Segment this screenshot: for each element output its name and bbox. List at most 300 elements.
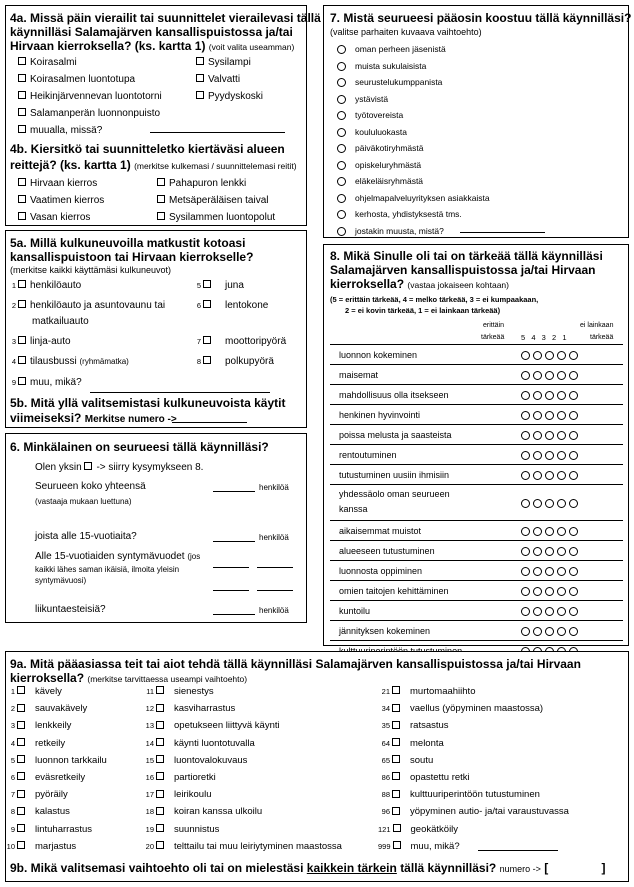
q8-radio-group[interactable] [521,526,581,536]
q6-disabled-line[interactable] [213,614,255,615]
q4b1-option-label: Hirvaan kierros [30,178,98,189]
q8-row-label: mahdollisuus olla itsekseen [339,389,449,400]
q9a-option-label: kalastus [35,806,70,818]
q9a-checkbox[interactable] [156,738,164,746]
q9a-option-label: suunnistus [174,823,220,835]
q4a1-option[interactable] [18,74,135,86]
q4b1-option[interactable] [18,212,90,224]
q4b2-option-label: Pahapuron lenkki [169,178,247,189]
q7-option[interactable] [337,176,423,186]
q4b-title-2: reittejä? (ks. kartta 1) (merkitse kulkemasi / suunnittelemasi reitit) [10,158,297,172]
q5a-other-line[interactable] [90,392,270,393]
q8-radio-group[interactable] [521,606,581,616]
q4a1-option[interactable] [18,57,77,69]
q7-option[interactable] [337,143,424,153]
q6-alone[interactable]: Olen yksin -> siirry kysymykseen 8. [35,462,204,473]
q8-row[interactable] [330,425,623,445]
q4a1-checkbox[interactable] [18,108,26,116]
q5a-checkbox[interactable] [18,356,26,364]
q8-radio[interactable] [533,351,542,360]
q9a-option[interactable] [378,721,449,731]
q7-radio[interactable] [337,177,346,186]
q8-hdr-left-top: erittäin [483,322,505,329]
q4b1-checkbox[interactable] [18,178,26,186]
q9b-answer-bracket[interactable]: [ ] [544,861,606,875]
q9a-option[interactable] [378,739,444,749]
q9a-option[interactable] [378,773,470,783]
q9a-option[interactable] [142,825,219,835]
q8-radio[interactable] [557,451,566,460]
q8-radio[interactable] [569,499,578,508]
q7-option[interactable] [337,209,462,219]
q8-row[interactable] [330,521,623,541]
q9a-checkbox[interactable] [156,790,164,798]
q9a-checkbox[interactable] [156,704,164,712]
q8-radio[interactable] [533,371,542,380]
q9a-checkbox[interactable] [392,807,400,815]
q6-year-line-1[interactable] [213,567,249,568]
q9a-checkbox[interactable] [393,841,401,849]
q5a-note: (merkitse kaikki käyttämäsi kulkuneuvot) [10,265,172,275]
q8-row-label: jännityksen kokeminen [339,625,431,636]
q5a-option-label: muu, mikä? [30,377,82,388]
q4a1-option[interactable] [18,91,162,103]
q8-radio[interactable] [533,471,542,480]
q8-radio[interactable] [557,391,566,400]
q8-radio[interactable] [533,547,542,556]
q5a-option-label: juna [225,280,244,291]
q5a-checkbox[interactable] [203,336,211,344]
q8-radio[interactable] [533,567,542,576]
q6-title: 6. Minkälainen on seurueesi tällä käynnilläsi? [10,440,269,454]
q8-radio[interactable] [545,587,554,596]
q9a-option[interactable] [142,773,216,783]
q9a-option[interactable] [378,790,540,800]
q7-radio[interactable] [337,62,346,71]
q4a1-checkbox[interactable] [18,125,26,133]
q5a-option-number: 6 [196,301,201,310]
q8-radio[interactable] [569,411,578,420]
q4b1-checkbox[interactable] [18,212,26,220]
q8-radio[interactable] [557,371,566,380]
q9a-option[interactable] [3,790,68,800]
q7-option-label: ystävistä [355,93,389,104]
q6-year-line-3[interactable] [213,590,249,591]
q7-option[interactable] [337,94,388,104]
q9a-option-label: melonta [410,737,444,749]
q9a-checkbox[interactable] [156,686,164,694]
q6-years-label: Alle 15-vuotiaiden syntymävuodet (jos [35,551,201,562]
q8-row[interactable] [330,561,623,581]
q8-radio[interactable] [545,351,554,360]
q8-radio[interactable] [533,499,542,508]
q9a-checkbox[interactable] [156,721,164,729]
q8-radio[interactable] [521,547,530,556]
q9a-checkbox[interactable] [392,721,400,729]
q5a-option[interactable] [10,336,71,348]
q9a-option-number: 8 [10,807,15,817]
q8-radio-group[interactable] [521,470,581,480]
q8-row[interactable] [330,365,623,385]
q9a-checkbox[interactable] [17,790,25,798]
q8-radio[interactable] [557,567,566,576]
q9a-option-label: kulttuuriperintöön tutustuminen [410,789,540,801]
q8-radio[interactable] [521,499,530,508]
q8-radio-group[interactable] [521,390,581,400]
q8-radio-group[interactable] [521,350,581,360]
q4b2-option-label: Sysilammen luontopolut [169,212,276,223]
q5a-option[interactable] [10,377,82,389]
q8-row[interactable] [330,385,623,405]
q8-row-label: kanssa [339,504,368,514]
q5a-option-label: henkilöauto ja asuntovaunu tai [30,300,166,311]
q4a1-checkbox[interactable] [18,57,26,65]
q8-radio[interactable] [545,411,554,420]
q9a-option-number: 17 [145,790,154,800]
q9a-option[interactable] [378,842,460,852]
q4b1-option[interactable] [18,195,104,207]
q4b2-option[interactable] [157,195,269,207]
q9a-option[interactable] [142,687,214,697]
q8-radio[interactable] [545,371,554,380]
q5a-option[interactable] [195,280,244,292]
q9a-checkbox[interactable] [17,686,25,694]
q5a-option[interactable] [10,356,129,368]
q8-radio[interactable] [533,411,542,420]
q9a-option-number: 86 [381,773,390,782]
q8-radio[interactable] [557,411,566,420]
q9a-checkbox[interactable] [17,755,25,763]
q5a-checkbox[interactable] [18,300,26,308]
q8-row-label: aikaisemmat muistot [339,525,422,536]
q8-radio[interactable] [569,471,578,480]
q8-radio-group[interactable] [521,430,581,440]
q8-radio-group[interactable] [521,410,581,420]
q7-option[interactable] [337,193,490,203]
q7-radio[interactable] [337,128,346,137]
q9a-option[interactable] [142,790,212,800]
q8-scale-2: 2 = ei kovin tärkeää, 1 = ei lainkaan tärkeää) [345,306,501,315]
q8-radio[interactable] [557,499,566,508]
q4a2-option-label: Valvatti [208,74,241,85]
q4a1-option-label: muualla, missä? [30,125,103,136]
q8-radio[interactable] [569,451,578,460]
q5a-option-number: 7 [196,337,201,346]
q7-option[interactable] [337,44,446,54]
q8-radio[interactable] [557,351,566,360]
q4b2-checkbox[interactable] [157,178,165,186]
q8-row[interactable] [330,485,623,521]
q8-radio[interactable] [521,391,530,400]
q8-radio[interactable] [557,431,566,440]
q6-size-line[interactable] [213,491,255,492]
q4b1-checkbox[interactable] [18,195,26,203]
q7-option-label: muista sukulaisista [355,60,427,71]
q9a-option-number: 16 [145,773,154,782]
q5a-checkbox[interactable] [203,300,211,308]
q5a-option[interactable] [10,280,81,292]
q9a-option[interactable] [3,704,87,714]
q9a-option-number: 15 [145,755,154,765]
q8-radio[interactable] [569,391,578,400]
q9a-option[interactable] [378,756,433,766]
q8-radio-group[interactable] [521,586,581,596]
q5a-checkbox[interactable] [18,280,26,288]
q9a-option[interactable] [142,842,342,852]
q4a1-checkbox[interactable] [18,74,26,82]
q9a-checkbox[interactable] [17,772,25,780]
q9a-option[interactable] [142,807,262,817]
q9a-checkbox[interactable] [17,824,25,832]
q9a-option[interactable] [3,807,70,817]
q8-radio[interactable] [521,527,530,536]
q9a-option-label: eväsretkeily [35,772,86,783]
q8-row-label: henkinen hyvinvointi [339,409,421,420]
q4a2-checkbox[interactable] [196,57,204,65]
q8-radio[interactable] [545,607,554,616]
q4b1-option[interactable] [18,178,97,190]
q4b-title-1: 4b. Kiersitkö tai suunnitteletko kiertäväsi alueen [10,142,285,156]
q8-radio[interactable] [545,567,554,576]
q4a2-checkbox[interactable] [196,91,204,99]
q9a-checkbox[interactable] [156,807,164,815]
q4a1-checkbox[interactable] [18,91,26,99]
q8-radio[interactable] [521,471,530,480]
q8-radio-group[interactable] [521,498,581,508]
q9a-other-line[interactable] [478,850,558,851]
q9a-option-label: retkeily [35,737,66,749]
q8-radio[interactable] [533,587,542,596]
q9a-option-label: kasviharrastus [174,703,236,715]
q7-radio[interactable] [337,45,346,54]
q8-row[interactable] [330,445,623,465]
q9a-checkbox[interactable] [17,738,25,746]
q8-row-label: luonnosta oppiminen [339,565,423,576]
q8-title-1: 8. Mikä Sinulle oli tai on tärkeää tällä käynnilläsi [330,249,603,263]
q8-radio[interactable] [569,607,578,616]
q5a-option[interactable] [10,300,165,312]
q4b2-checkbox[interactable] [157,212,165,220]
q8-radio[interactable] [569,431,578,440]
q7-option[interactable] [337,110,403,120]
q8-radio[interactable] [569,371,578,380]
q9a-checkbox[interactable] [156,772,164,780]
q7-option[interactable] [337,160,421,170]
q8-radio[interactable] [569,567,578,576]
q9a-option-number: 10 [6,841,15,851]
q8-row[interactable] [330,541,623,561]
q9a-option-label: soutu [410,754,434,766]
q8-radio-group[interactable] [521,370,581,380]
q6-year-line-2[interactable] [257,567,293,568]
q8-radio[interactable] [545,391,554,400]
q4a-title-2: käynnilläsi Salamajärven kansallispuistossa ja/tai [10,25,293,39]
q9a-checkbox[interactable] [17,721,25,729]
q5a-option[interactable] [195,356,274,368]
q9a-checkbox[interactable] [392,704,400,712]
q8-radio[interactable] [545,527,554,536]
q8-radio[interactable] [521,371,530,380]
q7-radio[interactable] [337,194,346,203]
q5a-checkbox[interactable] [203,280,211,288]
q8-radio[interactable] [557,471,566,480]
q9a-checkbox[interactable] [392,772,400,780]
q8-radio[interactable] [557,607,566,616]
q9a-checkbox[interactable] [392,755,400,763]
q9a-checkbox[interactable] [156,841,164,849]
q9a-option-number: 9 [10,824,15,834]
q9a-checkbox[interactable] [393,824,401,832]
q7-radio[interactable] [337,144,346,153]
q4a2-option[interactable] [196,57,251,69]
q7-radio[interactable] [337,111,346,120]
q9a-option[interactable] [3,842,76,852]
q9a-option[interactable] [3,773,85,783]
q9a-option-label: ratsastus [410,720,449,732]
q4b2-checkbox[interactable] [157,195,165,203]
q8-radio-group[interactable] [521,566,581,576]
q9a-checkbox[interactable] [17,807,25,815]
q9a-title-2: kierroksella? (merkitse tarvittaessa useampi vaihtoehto) [10,671,248,685]
q8-radio[interactable] [521,411,530,420]
q9a-option[interactable] [3,739,65,749]
q8-radio[interactable] [521,587,530,596]
q9a-checkbox[interactable] [17,704,25,712]
q7-radio[interactable] [337,95,346,104]
q8-radio[interactable] [569,527,578,536]
q8-radio[interactable] [569,587,578,596]
q6-size-label: Seurueen koko yhteensä [35,481,146,492]
q9a-checkbox[interactable] [392,790,400,798]
q7-option[interactable] [337,127,407,137]
q9a-checkbox[interactable] [392,738,400,746]
q8-radio[interactable] [521,627,530,636]
q5b-answer-line[interactable] [172,422,247,423]
q7-title: 7. Mistä seurueesi pääosin koostuu tällä käynnilläsi? [330,11,632,25]
q7-option[interactable] [337,77,442,87]
q8-radio[interactable] [545,499,554,508]
q5a-checkbox[interactable] [18,377,26,385]
q8-radio[interactable] [545,627,554,636]
q8-radio[interactable] [521,607,530,616]
q6-under15-line[interactable] [213,541,255,542]
q7-option[interactable] [337,226,444,236]
q8-radio[interactable] [557,527,566,536]
q8-row[interactable] [330,405,623,425]
q8-radio[interactable] [533,527,542,536]
q8-row[interactable] [330,621,623,641]
q8-radio[interactable] [545,471,554,480]
q8-radio-group[interactable] [521,626,581,636]
q5a-checkbox[interactable] [203,356,211,364]
q7-option[interactable] [337,61,426,71]
q9a-option[interactable] [142,721,280,731]
q4b2-option[interactable] [157,212,275,224]
q4a2-option-label: Sysilampi [208,57,251,68]
q5a-option-number: 1 [11,281,16,290]
q5a-checkbox[interactable] [18,336,26,344]
q8-radio[interactable] [557,587,566,596]
q7-other-line[interactable] [460,232,545,233]
q8-radio[interactable] [569,351,578,360]
q4a2-checkbox[interactable] [196,74,204,82]
q8-row[interactable] [330,601,623,621]
q9a-option-label: partioretki [174,772,216,783]
q9a-option-label: yöpyminen autio- ja/tai varaustuvassa [410,806,569,818]
q8-radio[interactable] [533,431,542,440]
q4b2-option[interactable] [157,178,246,190]
q9a-option[interactable] [378,807,569,817]
q8-radio[interactable] [521,451,530,460]
q9a-option[interactable] [378,825,458,835]
q9a-option[interactable] [3,825,92,835]
q9a-checkbox[interactable] [392,686,400,694]
q9a-checkbox[interactable] [156,755,164,763]
q7-radio[interactable] [337,210,346,219]
q4a-title-1: 4a. Missä päin vierailit tai suunnittelet vierailevasi tällä [10,11,321,25]
q8-radio[interactable] [545,451,554,460]
q8-radio[interactable] [545,431,554,440]
q9a-option[interactable] [3,687,62,697]
q5a-option-label: linja-auto [30,336,71,347]
q4a2-option[interactable] [196,74,240,86]
q8-radio[interactable] [569,627,578,636]
q5a-option[interactable] [195,336,286,348]
q7-radio[interactable] [337,161,346,170]
q8-radio[interactable] [533,451,542,460]
q5a-option[interactable] [195,300,268,312]
q8-radio[interactable] [545,547,554,556]
q9a-option[interactable] [3,756,107,766]
q8-row-label: luonnon kokeminen [339,349,418,360]
q8-radio[interactable] [533,627,542,636]
q9a-option[interactable] [3,721,71,731]
q9a-option-label: sienestys [174,686,214,697]
q4a1-option[interactable] [18,108,160,120]
q9a-option[interactable] [142,739,255,749]
q8-radio-group[interactable] [521,450,581,460]
q9a-checkbox[interactable] [156,824,164,832]
q8-row[interactable] [330,465,623,485]
q9a-option[interactable] [378,704,543,714]
q7-radio[interactable] [337,227,346,236]
q4a-other-line[interactable] [150,132,285,133]
q8-radio[interactable] [533,391,542,400]
q8-radio[interactable] [521,567,530,576]
q8-radio[interactable] [557,547,566,556]
q6-year-line-4[interactable] [257,590,293,591]
q8-row[interactable] [330,581,623,601]
q8-radio[interactable] [569,547,578,556]
q4a2-option[interactable] [196,91,263,103]
q9a-option[interactable] [142,756,247,766]
q5b-title-2: viimeiseksi? Merkitse numero -> [10,411,177,425]
q9a-option[interactable] [378,687,475,697]
q4a1-option[interactable] [18,125,102,137]
q9a-checkbox[interactable] [17,841,25,849]
q9a-option-label: marjastus [35,840,77,852]
q5a-option[interactable] [10,316,89,328]
q6-under15-unit: henkilöä [259,533,289,542]
q8-row[interactable] [330,345,623,365]
q8-radio[interactable] [521,431,530,440]
q8-radio[interactable] [521,351,530,360]
q7-radio[interactable] [337,78,346,87]
q8-radio-group[interactable] [521,546,581,556]
q8-radio[interactable] [557,627,566,636]
q8-radio[interactable] [533,607,542,616]
q9a-option[interactable] [142,704,235,714]
